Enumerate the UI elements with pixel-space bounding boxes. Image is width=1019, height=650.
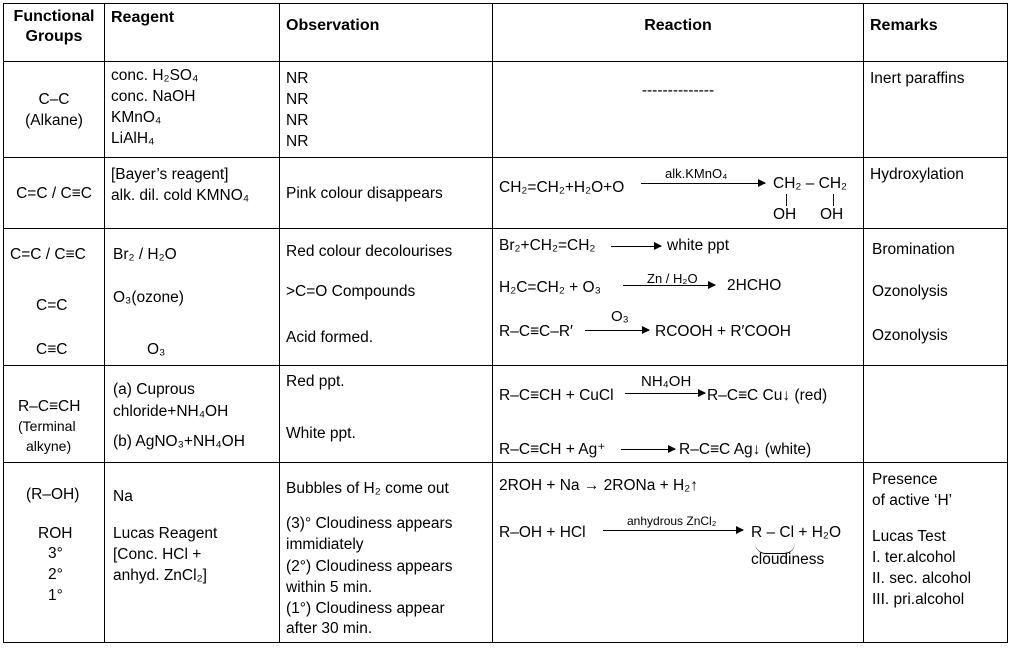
- observation-text: within 5 min.: [286, 579, 373, 596]
- reaction-arrow: [625, 393, 705, 394]
- group-cell: [4, 463, 105, 643]
- reaction-arrow: [585, 330, 649, 331]
- remarks-text: Lucas Test: [872, 528, 946, 545]
- reagent-text: O₃: [147, 341, 166, 358]
- observation-text: Acid formed.: [286, 329, 374, 346]
- reagent-text: O₃(ozone): [113, 289, 184, 306]
- reaction-left: H₂C=CH₂ + O₃: [499, 279, 601, 296]
- remarks-text: Ozonolysis: [872, 283, 948, 300]
- reagent-cell: [105, 463, 280, 643]
- reagent-text: Br₂ / H₂O: [113, 246, 177, 263]
- observation-text: after 30 min.: [286, 620, 373, 637]
- reaction-cell: [493, 463, 864, 643]
- reaction-placeholder: --------------: [641, 82, 715, 99]
- header-functional-groups: Functional Groups: [4, 4, 105, 62]
- reaction-left: R–OH + HCl: [499, 524, 586, 541]
- group-text: (Alkane): [25, 111, 83, 129]
- group-text: 1°: [48, 587, 63, 604]
- remarks-text: II. sec. alcohol: [872, 570, 972, 587]
- observation-text: Red ppt.: [286, 373, 345, 390]
- reagent-text: KMnO₄: [111, 109, 162, 126]
- reaction-left: Br₂+CH₂=CH₂: [499, 237, 596, 254]
- header-reaction: Reaction: [493, 4, 864, 62]
- group-text: C=C: [36, 297, 68, 314]
- reagent-text: [Conc. HCl +: [113, 546, 202, 563]
- reaction-arrow-label: NH₄OH: [641, 373, 692, 390]
- reaction-left: R–C≡CH + Ag⁺: [499, 441, 606, 458]
- observation-text: White ppt.: [286, 425, 356, 442]
- remarks-cell: [864, 229, 1008, 366]
- observation-text: NR: [286, 91, 309, 108]
- reaction-arrow: [603, 530, 743, 531]
- reaction-left: R–C≡C–R′: [499, 323, 573, 340]
- observation-text: NR: [286, 112, 309, 129]
- group-cell: C=C / C≡C: [4, 158, 105, 229]
- observation-text: NR: [286, 70, 309, 87]
- group-text: C=C / C≡C: [10, 246, 86, 263]
- table-row-terminal-alkyne: [4, 366, 1008, 463]
- reaction-arrow-label: O₃: [611, 308, 629, 325]
- observation-cell: [280, 62, 493, 158]
- reagent-cell: [105, 158, 280, 229]
- group-text: ROH: [38, 525, 73, 542]
- remarks-text: Presence: [872, 471, 938, 488]
- table-row-hydroxylation: [4, 158, 1008, 229]
- reaction-text: 2ROH + Na → 2RONa + H₂↑: [499, 477, 698, 494]
- remarks-text: Bromination: [872, 241, 955, 258]
- header-remarks: Remarks: [864, 4, 1008, 62]
- group-text: C≡C: [36, 341, 68, 358]
- table-row-bromination-ozonolysis: [4, 229, 1008, 366]
- reaction-right: RCOOH + R′COOH: [655, 323, 791, 340]
- reaction-arrow: [623, 285, 715, 286]
- reagent-text: (a) Cuprous: [113, 381, 195, 398]
- observation-cell: [280, 229, 493, 366]
- header-reagent: Reagent: [105, 4, 280, 62]
- remarks-text: III. pri.alcohol: [872, 591, 965, 608]
- observation-cell: [280, 366, 493, 463]
- reagent-cell: [105, 366, 280, 463]
- remarks-cell: Inert paraffins: [864, 62, 1008, 158]
- observation-text: (3)° Cloudiness appears: [286, 515, 453, 532]
- observation-text: Bubbles of H₂ come out: [286, 480, 449, 497]
- observation-text: >C=O Compounds: [286, 283, 416, 300]
- observation-cell: [280, 463, 493, 643]
- group-text: alkyne): [26, 438, 72, 454]
- reagent-text: anhyd. ZnCl₂]: [113, 567, 207, 584]
- observation-text: NR: [286, 133, 309, 150]
- reaction-left: R–C≡CH + CuCl: [499, 387, 614, 404]
- reaction-arrow: [611, 246, 661, 247]
- reaction-cell: [493, 366, 864, 463]
- reagent-text: [Bayer’s reagent]: [111, 166, 229, 183]
- observation-cell: Pink colour disappears: [280, 158, 493, 229]
- reaction-note: cloudiness: [751, 551, 825, 568]
- reaction-arrow-label: anhydrous ZnCl₂: [627, 514, 717, 528]
- reaction-cell: [493, 158, 864, 229]
- group-text: 3°: [48, 545, 63, 562]
- reagent-text: LiAlH₄: [111, 130, 155, 147]
- group-cell: [4, 62, 105, 158]
- reaction-right: R – Cl + H₂O: [751, 524, 841, 541]
- remarks-text: of active ‘H’: [872, 492, 953, 509]
- group-text: R–C≡CH: [18, 398, 81, 415]
- remarks-cell: Hydroxylation: [864, 158, 1008, 229]
- reagent-text: conc. H₂SO₄: [111, 67, 199, 84]
- table-row-alkane: [4, 62, 1008, 158]
- observation-text: (2°) Cloudiness appears: [286, 558, 453, 575]
- remarks-cell: [864, 366, 1008, 463]
- reaction-product: CH₂ – CH₂: [773, 175, 848, 192]
- reaction-arrow-label: Zn / H₂O: [647, 271, 698, 286]
- reagent-text: chloride+NH₄OH: [113, 403, 229, 420]
- reagent-text: alk. dil. cold KMNO₄: [111, 187, 250, 204]
- reagent-text: conc. NaOH: [111, 88, 196, 105]
- group-text: 2°: [48, 566, 63, 583]
- observation-text: Red colour decolourises: [286, 243, 453, 260]
- group-text: (R–OH): [26, 486, 80, 503]
- header-observation: Observation: [280, 4, 493, 62]
- hydroxyl-label: OH: [773, 206, 797, 223]
- group-cell: [4, 229, 105, 366]
- hydroxyl-label: OH: [820, 206, 844, 223]
- remarks-cell: [864, 463, 1008, 643]
- reaction-right: R–C≡C Cu↓ (red): [707, 387, 828, 404]
- reagent-text: Na: [113, 488, 133, 505]
- reaction-right: 2HCHO: [727, 277, 782, 294]
- reagent-text: Lucas Reagent: [113, 525, 218, 542]
- remarks-text: Ozonolysis: [872, 327, 948, 344]
- reaction-arrow: [641, 183, 765, 184]
- reaction-right: R–C≡C Ag↓ (white): [679, 441, 812, 458]
- table-row-alcohol: [4, 463, 1008, 643]
- reaction-arrow: [621, 449, 675, 450]
- reagent-text: (b) AgNO₃+NH₄OH: [113, 433, 245, 450]
- group-text: C–C: [38, 90, 70, 108]
- header-row: [4, 4, 1008, 62]
- functional-group-tests-table: [3, 3, 1008, 643]
- reaction-cell: [493, 62, 864, 158]
- reaction-arrow-label: alk.KMnO₄: [665, 166, 728, 181]
- group-cell: [4, 366, 105, 463]
- group-text: (Terminal: [18, 418, 76, 434]
- reaction-reactants: CH₂=CH₂+H₂O+O: [499, 179, 625, 196]
- remarks-text: I. ter.alcohol: [872, 549, 956, 566]
- reaction-cell: [493, 229, 864, 366]
- reagent-cell: [105, 229, 280, 366]
- observation-text: (1°) Cloudiness appear: [286, 600, 445, 617]
- reaction-right: white ppt: [667, 237, 730, 254]
- reagent-cell: [105, 62, 280, 158]
- observation-text: immidiately: [286, 536, 364, 553]
